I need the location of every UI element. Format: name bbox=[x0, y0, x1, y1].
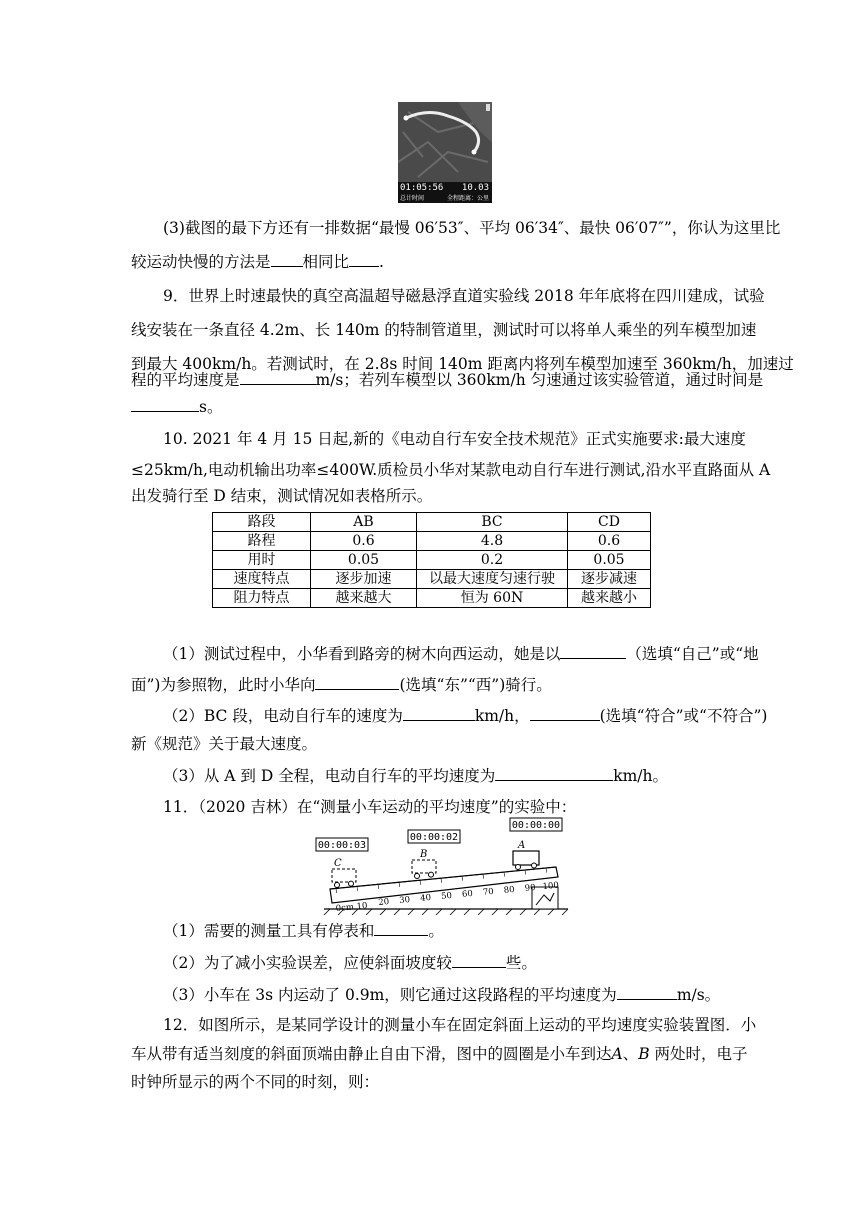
q11-s3-text-a: （3）小车在 3s 内运动了 0.9m，则它通过这段路程的平均速度为 bbox=[163, 986, 617, 1004]
table-cell: 越来越小 bbox=[568, 589, 651, 608]
q10-s1-text-c: 面”)为参照物，此时小华向 bbox=[131, 676, 316, 694]
q10-sub3 bbox=[163, 765, 668, 786]
q8-blank-2[interactable] bbox=[349, 251, 379, 267]
table-row bbox=[213, 570, 651, 589]
table-cell: 路程 bbox=[213, 532, 311, 551]
q10-blank-average[interactable] bbox=[495, 765, 613, 781]
table-cell: 0.6 bbox=[568, 532, 651, 551]
table-cell: 0.6 bbox=[311, 532, 417, 551]
q11-sub2 bbox=[163, 952, 537, 973]
table-cell: 逐步减速 bbox=[568, 570, 651, 589]
ruler-label: 90 bbox=[524, 882, 537, 894]
q11-sub1 bbox=[163, 920, 444, 941]
wheel bbox=[415, 874, 420, 879]
q12-point-b: B bbox=[638, 1045, 650, 1063]
q11-s1-text-b: 。 bbox=[428, 922, 444, 940]
wheel bbox=[349, 881, 354, 886]
elapsed-label: 总计时间 bbox=[400, 195, 425, 202]
running-app-screenshot bbox=[398, 102, 492, 203]
q10-sub2-line2: 新《规范》关于最大速度。 bbox=[131, 735, 318, 753]
q9-text-a: 程的平均速度是 bbox=[131, 371, 240, 389]
q9-line2: 线安装在一条直径 4.2m、长 140m 的特制管道里，测试时可以将单人乘坐的列车模型加速 bbox=[131, 321, 757, 339]
q12-text-sep: 、 bbox=[622, 1045, 639, 1063]
car-c bbox=[332, 869, 356, 882]
table-cell: 路段 bbox=[213, 513, 311, 532]
q10-blank-speed[interactable] bbox=[403, 705, 475, 721]
table-cell: 用时 bbox=[213, 551, 311, 570]
label-c: C bbox=[334, 858, 342, 869]
q9-text-c: s。 bbox=[199, 398, 223, 416]
q11-blank-slope[interactable] bbox=[452, 952, 506, 968]
q9-blank-speed[interactable] bbox=[240, 369, 316, 385]
q10-s2-text-c: (选填“符合”或“不符合”) bbox=[599, 707, 768, 725]
q10-sub1-line1 bbox=[163, 643, 759, 664]
timer-a: 00:00:00 bbox=[511, 820, 561, 831]
q9-line5 bbox=[131, 396, 222, 417]
table-cell: 0.05 bbox=[568, 551, 651, 570]
table-row bbox=[213, 551, 651, 570]
q10-s1-text-a: （1）测试过程中，小华看到路旁的树木向西运动，她是以 bbox=[163, 645, 561, 663]
q12-line2 bbox=[131, 1044, 748, 1064]
q10-sub1-line2 bbox=[131, 674, 552, 695]
q10-s3-text-b: km/h。 bbox=[613, 767, 668, 785]
incline-experiment-figure bbox=[310, 815, 572, 915]
q11-s2-text-a: （2）为了减小实验误差，应使斜面坡度较 bbox=[163, 954, 452, 972]
elapsed-time: 01:05:56 bbox=[400, 183, 444, 193]
route-map bbox=[398, 102, 492, 182]
q8-text-c: . bbox=[379, 253, 384, 271]
q10-blank-compliance[interactable] bbox=[530, 705, 600, 721]
label-a: A bbox=[518, 840, 526, 851]
ruler-label: 0cm 10 bbox=[335, 901, 368, 915]
ruler-label: 30 bbox=[398, 894, 411, 906]
table-cell: AB bbox=[311, 513, 417, 532]
ruler-label: 60 bbox=[461, 888, 474, 900]
q11-title: 11．（2020 吉林）在“测量小车运动的平均速度”的实验中： bbox=[163, 798, 577, 816]
timer-c: 00:00:03 bbox=[317, 840, 367, 851]
q12-line1: 12．如图所示，是某同学设计的测量小车在固定斜面上运动的平均速度实验装置图．小 bbox=[163, 1016, 757, 1034]
wheel bbox=[429, 872, 434, 877]
label-b: B bbox=[420, 849, 428, 860]
q12-line3: 时钟所显示的两个不同的时刻，则： bbox=[131, 1073, 380, 1091]
table-cell: 越来越大 bbox=[311, 589, 417, 608]
ruler-label: 70 bbox=[482, 886, 495, 898]
car-b bbox=[412, 860, 436, 873]
wheel bbox=[532, 863, 537, 868]
table-cell: 0.05 bbox=[311, 551, 417, 570]
q12-point-a: A bbox=[611, 1045, 623, 1063]
table-cell: 恒为 60N bbox=[417, 589, 568, 608]
q10-s2-text-a: （2）BC 段，电动自行车的速度为 bbox=[163, 707, 403, 725]
q11-s3-text-b: m/s。 bbox=[676, 986, 721, 1004]
q11-s1-text-a: （1）需要的测量工具有停表和 bbox=[163, 922, 375, 940]
q9-line4 bbox=[131, 369, 763, 390]
distance-value: 10.03 bbox=[461, 183, 489, 193]
wheel bbox=[335, 883, 340, 888]
q8-text-a: 较运动快慢的方法是 bbox=[131, 253, 271, 271]
table-cell: 以最大速度匀速行驶 bbox=[417, 570, 568, 589]
q10-s3-text-a: （3）从 A 到 D 全程，电动自行车的平均速度为 bbox=[163, 767, 496, 785]
stats-bar bbox=[398, 182, 492, 203]
q10-s1-text-b: （选填“自己”或“地 bbox=[626, 645, 759, 663]
table-row bbox=[213, 589, 651, 608]
table-cell: 0.2 bbox=[417, 551, 568, 570]
q8-part3-line2 bbox=[131, 251, 384, 272]
q11-s2-text-b: 些。 bbox=[505, 954, 537, 972]
q10-blank-reference[interactable] bbox=[560, 643, 626, 659]
ruler-label: 100 bbox=[542, 880, 560, 893]
q8-blank-1[interactable] bbox=[271, 251, 303, 267]
q11-blank-tool[interactable] bbox=[374, 920, 428, 936]
test-data-table bbox=[212, 512, 651, 608]
q11-blank-speed[interactable] bbox=[617, 984, 677, 1000]
q10-line1: 10. 2021 年 4 月 15 日起,新的《电动自行车安全技术规范》正式实施要求:最大速度 bbox=[163, 430, 746, 448]
q10-line3: 出发骑行至 D 结束，测试情况如表格所示。 bbox=[131, 487, 433, 505]
ruler-label: 20 bbox=[377, 896, 390, 908]
q8-text-b: 相同比 bbox=[302, 253, 350, 271]
q10-line2: ≤25km/h,电动机输出功率≤400W.质检员小华对某款电动自行车进行测试,沿水平直路面从 A bbox=[131, 461, 771, 479]
ruler-label: 50 bbox=[440, 890, 453, 902]
q9-blank-time[interactable] bbox=[131, 396, 199, 412]
q9-line3: 到最大 400km/h。若测试时，在 2.8s 时间 140m 距离内将列车模型加速至 360km/h，加速过 bbox=[131, 355, 794, 373]
ruler-label: 80 bbox=[503, 884, 516, 896]
table-cell: 逐步加速 bbox=[311, 570, 417, 589]
ruler-label: 40 bbox=[419, 892, 432, 904]
q10-s2-text-b: km/h， bbox=[474, 707, 530, 725]
q12-text-e: 两处时，电子 bbox=[649, 1045, 748, 1063]
q10-sub2-line1 bbox=[163, 705, 767, 726]
q12-text-a: 车从带有适当刻度的斜面顶端由静止自由下滑，图中的圆圈是小车到达 bbox=[131, 1045, 612, 1063]
q11-sub3 bbox=[163, 984, 720, 1005]
q9-line1: 9．世界上时速最快的真空高温超导磁悬浮直道实验线 2018 年年底将在四川建成，试验 bbox=[163, 287, 765, 305]
wheel bbox=[516, 865, 521, 870]
q10-blank-direction[interactable] bbox=[315, 674, 399, 690]
q9-text-b: m/s；若列车模型以 360km/h 匀速通过该实验管道，通过时间是 bbox=[315, 371, 764, 389]
table-cell: BC bbox=[417, 513, 568, 532]
timer-b: 00:00:02 bbox=[409, 832, 459, 843]
table-row bbox=[213, 532, 651, 551]
q10-s1-text-d: (选填“东”“西”)骑行。 bbox=[399, 676, 552, 694]
q8-part3-line1: (3)截图的最下方还有一排数据“最慢 06′53″、平均 06′34″、最快 06′07″”，你认为这里比 bbox=[163, 219, 781, 237]
table-row bbox=[213, 513, 651, 532]
distance-label: 全程距离：公里 bbox=[446, 195, 489, 202]
table-cell: CD bbox=[568, 513, 651, 532]
table-cell: 4.8 bbox=[417, 532, 568, 551]
table-cell: 阻力特点 bbox=[213, 589, 311, 608]
table-cell: 速度特点 bbox=[213, 570, 311, 589]
